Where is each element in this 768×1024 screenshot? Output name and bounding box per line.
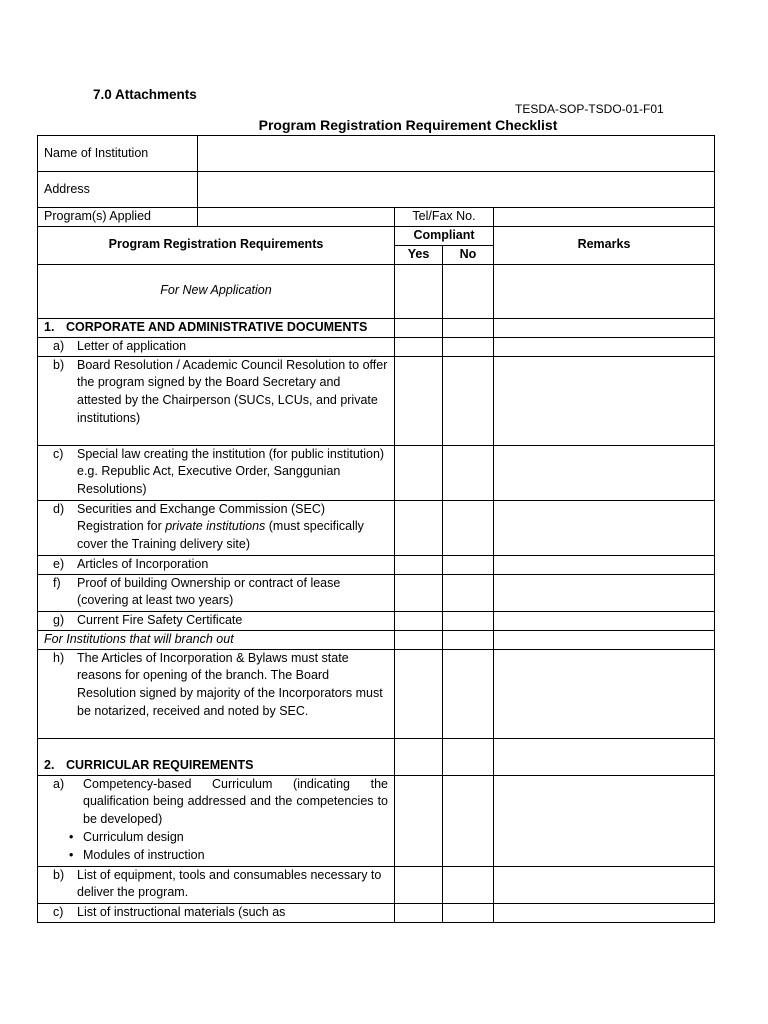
program-applied-label: Program(s) Applied [38, 208, 198, 227]
section-1-heading: 1. CORPORATE AND ADMINISTRATIVE DOCUMENTS [44, 319, 368, 334]
branch-note-row [38, 630, 715, 649]
table-row [38, 574, 715, 611]
section-2-heading: 2. CURRICULAR REQUIREMENTS [44, 757, 254, 772]
yes-cell[interactable] [395, 555, 443, 574]
program-row [38, 208, 715, 227]
address-label: Address [38, 172, 198, 208]
no-cell[interactable] [443, 337, 494, 356]
table-row [38, 500, 715, 555]
no-cell[interactable] [443, 611, 494, 630]
new-application-label: For New Application [38, 264, 395, 318]
remarks-cell[interactable] [494, 445, 715, 500]
no-cell[interactable] [443, 738, 494, 775]
list-item: c) List of instructional materials (such as [53, 904, 286, 919]
remarks-cell[interactable] [494, 264, 715, 318]
yes-cell[interactable] [395, 775, 443, 866]
yes-column-header: Yes [395, 245, 443, 264]
yes-cell[interactable] [395, 318, 443, 337]
remarks-cell[interactable] [494, 903, 715, 922]
no-cell[interactable] [443, 866, 494, 903]
yes-cell[interactable] [395, 738, 443, 775]
compliant-column-header: Compliant [395, 227, 494, 246]
program-applied-field[interactable] [198, 208, 395, 227]
list-item: h) The Articles of Incorporation & Bylaws must state reasons for opening of the branch. The Board Resolution signed by majority of the Incorporators must be notarized, received and noted by SEC. [53, 650, 383, 718]
name-of-institution-field[interactable] [198, 136, 715, 172]
name-of-institution-label: Name of Institution [38, 136, 198, 172]
list-item: b) List of equipment, tools and consumables necessary to deliver the program. [53, 867, 382, 900]
section-heading: 7.0 Attachments [93, 87, 197, 102]
section-1-row [38, 318, 715, 337]
bullet-item: • Modules of instruction [69, 847, 205, 862]
no-cell[interactable] [443, 649, 494, 738]
table-header-row [38, 227, 715, 246]
list-item: g) Current Fire Safety Certificate [53, 612, 243, 627]
remarks-cell[interactable] [494, 337, 715, 356]
new-application-row [38, 264, 715, 318]
yes-cell[interactable] [395, 903, 443, 922]
yes-cell[interactable] [395, 866, 443, 903]
yes-cell[interactable] [395, 574, 443, 611]
yes-cell[interactable] [395, 445, 443, 500]
yes-cell[interactable] [395, 356, 443, 445]
remarks-cell[interactable] [494, 318, 715, 337]
table-row [38, 555, 715, 574]
no-cell[interactable] [443, 445, 494, 500]
yes-cell[interactable] [395, 264, 443, 318]
address-field[interactable] [198, 172, 715, 208]
no-cell[interactable] [443, 630, 494, 649]
remarks-cell[interactable] [494, 649, 715, 738]
no-column-header: No [443, 245, 494, 264]
remarks-cell[interactable] [494, 356, 715, 445]
remarks-cell[interactable] [494, 611, 715, 630]
bullet-item: • Curriculum design [69, 829, 184, 844]
section-2-row [38, 738, 715, 775]
yes-cell[interactable] [395, 500, 443, 555]
yes-cell[interactable] [395, 337, 443, 356]
remarks-cell[interactable] [494, 866, 715, 903]
no-cell[interactable] [443, 574, 494, 611]
list-item: a) Competency-based Curriculum (indicating the qualification being addressed and the competencies to be developed) [53, 776, 388, 827]
list-item: c) Special law creating the institution (for public institution) e.g. Republic Act, Executive Order, Sanggunian Resolutions) [53, 446, 385, 497]
telfax-label: Tel/Fax No. [395, 208, 494, 227]
no-cell[interactable] [443, 318, 494, 337]
page-title [0, 117, 768, 133]
requirements-checklist-table [37, 135, 715, 923]
no-cell[interactable] [443, 500, 494, 555]
yes-cell[interactable] [395, 611, 443, 630]
list-item: a) Letter of application [53, 338, 187, 353]
list-item: f) Proof of building Ownership or contract of lease (covering at least two years) [53, 575, 341, 608]
remarks-cell[interactable] [494, 630, 715, 649]
list-item: d) Securities and Exchange Commission (SEC) Registration for private institutions (must specifically cover the Training delivery site) [53, 501, 364, 552]
table-row [38, 649, 715, 738]
table-row [38, 775, 715, 866]
no-cell[interactable] [443, 555, 494, 574]
no-cell[interactable] [443, 356, 494, 445]
list-item: b) Board Resolution / Academic Council Resolution to offer the program signed by the Board Secretary and attested by the Chairperson (SUCs, LCUs, and private institutions) [53, 357, 388, 425]
table-row [38, 866, 715, 903]
table-row [38, 337, 715, 356]
no-cell[interactable] [443, 264, 494, 318]
remarks-cell[interactable] [494, 775, 715, 866]
remarks-cell[interactable] [494, 500, 715, 555]
name-of-institution-row [38, 136, 715, 172]
no-cell[interactable] [443, 775, 494, 866]
table-row [38, 356, 715, 445]
yes-cell[interactable] [395, 630, 443, 649]
telfax-field[interactable] [494, 208, 715, 227]
title-text: Program Registration Requirement Checklist [258, 117, 558, 133]
list-item: e) Articles of Incorporation [53, 556, 209, 571]
table-row [38, 445, 715, 500]
remarks-column-header: Remarks [494, 227, 715, 265]
address-row [38, 172, 715, 208]
branch-note: For Institutions that will branch out [38, 630, 395, 649]
yes-cell[interactable] [395, 649, 443, 738]
remarks-cell[interactable] [494, 555, 715, 574]
document-code: TESDA-SOP-TSDO-01-F01 [515, 102, 664, 116]
remarks-cell[interactable] [494, 574, 715, 611]
table-row [38, 611, 715, 630]
requirements-column-header: Program Registration Requirements [38, 227, 395, 265]
remarks-cell[interactable] [494, 738, 715, 775]
table-row [38, 903, 715, 922]
no-cell[interactable] [443, 903, 494, 922]
